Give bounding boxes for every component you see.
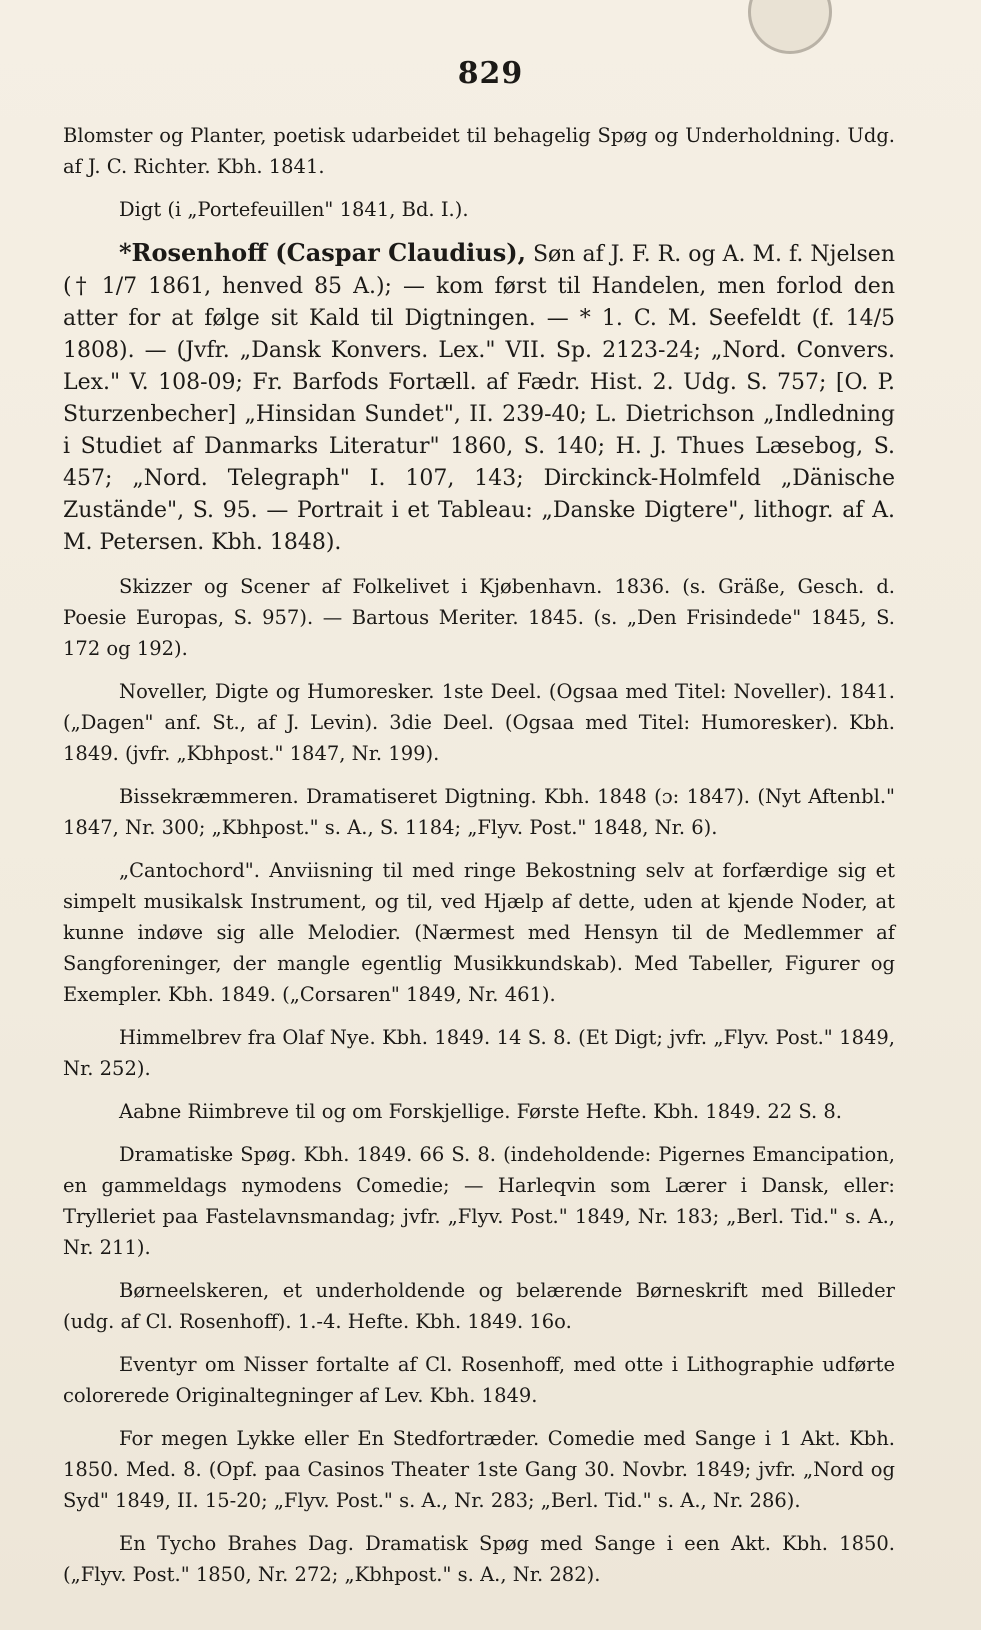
- entry-cantochord: [63, 855, 895, 1010]
- entry-noveller: [63, 676, 895, 769]
- entry-text: Børneelskeren, et underholdende og belærende Børneskrift med Billeder (udg. af Cl. Rosenhoff). 1.-4. Hefte. Kbh. 1849. 16o.: [63, 1279, 895, 1333]
- author-bio: Søn af J. F. R. og A. M. f. Njelsen († 1/7 1861, henved 85 A.); — kom først til Handelen, men forlod den atter for at følge sit Kald til Digtningen. — * 1. C. M. Seefeldt (f. 14/5 1808). — (Jvfr. „Dansk Konvers. Lex." VII. Sp. 2123-24; „Nord. Convers. Lex." V. 108-09; Fr. Barfods Fortæll. af Fædr. Hist. 2. Udg. S. 757; [O. P. Sturzenbecher] „Hinsidan Sundet", II. 239-40; L. Dietrichson „Indledning i Studiet af Danmarks Literatur" 1860, S. 140; H. J. Thues Læsebog, S. 457; „Nord. Telegraph" I. 107, 143; Dirckinck-Holmfeld „Dänische Zustände", S. 95. — Portrait i et Tableau: „Danske Digtere", lithogr. af A. M. Petersen. Kbh. 1848).: [63, 242, 895, 555]
- entry-text: Noveller, Digte og Humoresker. 1ste Deel. (Ogsaa med Titel: Noveller). 1841. („Dagen" anf. St., af J. Levin). 3die Deel. (Ogsaa med Titel: Humoresker). Kbh. 1849. (jvfr. „Kbhpost." 1847, Nr. 199).: [63, 680, 895, 765]
- entry-bissekraemmeren: [63, 781, 895, 843]
- page-number: 829: [457, 56, 524, 91]
- entry-skizzer: [63, 571, 895, 664]
- entry-dramatiske-spoeg: [63, 1139, 895, 1263]
- entry-text: Aabne Riimbreve til og om Forskjellige. Første Hefte. Kbh. 1849. 22 S. 8.: [119, 1100, 843, 1123]
- entry-text: Skizzer og Scener af Folkelivet i Kjøbenhavn. 1836. (s. Gräße, Gesch. d. Poesie Europas, S. 957). — Bartous Meriter. 1845. (s. „Den Frisindede" 1845, S. 172 og 192).: [63, 575, 895, 660]
- entry-text: Bissekræmmeren. Dramatiseret Digtning. Kbh. 1848 (ɔ: 1847). (Nyt Aftenbl." 1847, Nr. 300; „Kbhpost." s. A., S. 1184; „Flyv. Post." 1848, Nr. 6).: [63, 785, 895, 839]
- entry-boerneelskeren: [63, 1275, 895, 1337]
- page-body: [63, 120, 895, 1602]
- entry-text: Dramatiske Spøg. Kbh. 1849. 66 S. 8. (indeholdende: Pigernes Emancipation, en gammeldags nymodens Comedie; — Harleqvin som Lærer i Dansk, eller: Trylleriet paa Fastelavnsmandag; jvfr. „Flyv. Post." 1849, Nr. 183; „Berl. Tid." s. A., Nr. 211).: [63, 1143, 895, 1259]
- entry-text: „Cantochord". Anviisning til med ringe Bekostning selv at forfærdige sig et simpelt musikalsk Instrument, og til, ved Hjælp af dette, uden at kjende Noder, at kunne indøve sig alle Melodier. (Nærmest med Hensyn til de Medlemmer af Sangforeninger, der mangle egentlig Musikkundskab). Med Tabeller, Figurer og Exempler. Kbh. 1849. („Corsaren" 1849, Nr. 461).: [63, 859, 895, 1006]
- entry-himmelbrev: [63, 1022, 895, 1084]
- entry-text: En Tycho Brahes Dag. Dramatisk Spøg med Sange i een Akt. Kbh. 1850. („Flyv. Post." 1850, Nr. 272; „Kbhpost." s. A., Nr. 282).: [63, 1532, 895, 1586]
- author-name: *Rosenhoff (Caspar Claudius),: [119, 238, 526, 267]
- entry-text: Himmelbrev fra Olaf Nye. Kbh. 1849. 14 S. 8. (Et Digt; jvfr. „Flyv. Post." 1849, Nr. 252).: [63, 1026, 895, 1080]
- entry-text: Eventyr om Nisser fortalte af Cl. Rosenhoff, med otte i Lithographie udførte colorerede Originaltegninger af Lev. Kbh. 1849.: [63, 1353, 895, 1407]
- entry-text: For megen Lykke eller En Stedfortræder. Comedie med Sange i 1 Akt. Kbh. 1850. Med. 8. (Opf. paa Casinos Theater 1ste Gang 30. Novbr. 1849; jvfr. „Nord og Syd" 1849, II. 15-20; „Flyv. Post." s. A., Nr. 283; „Berl. Tid." s. A., Nr. 286).: [63, 1427, 895, 1512]
- entry-aabne-riimbreve: [63, 1096, 895, 1127]
- entry-for-megen-lykke: [63, 1423, 895, 1516]
- entry-tycho-brahes-dag: [63, 1528, 895, 1590]
- entry-text: Blomster og Planter, poetisk udarbeidet til behagelig Spøg og Underholdning. Udg. af J. C. Richter. Kbh. 1841.: [63, 124, 895, 178]
- page-tab-mark: [748, 0, 832, 54]
- entry-text: Digt (i „Portefeuillen" 1841, Bd. I.).: [119, 198, 469, 221]
- entry-digt: [63, 194, 895, 225]
- entry-eventyr: [63, 1349, 895, 1411]
- entry-blomster: [63, 120, 895, 182]
- author-heading-rosenhoff: [63, 237, 895, 559]
